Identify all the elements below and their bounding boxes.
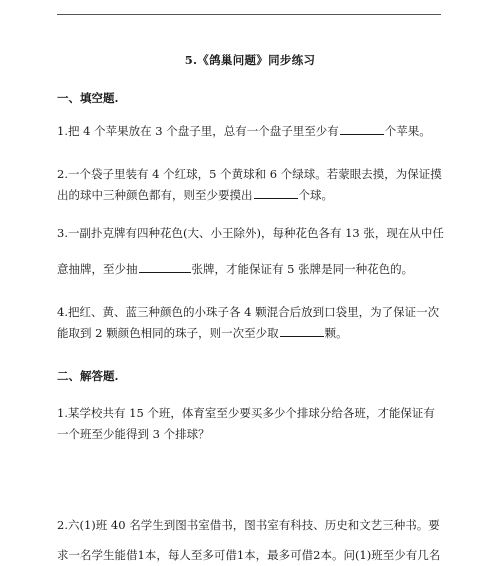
header-rule [57, 14, 441, 15]
question-4-line-1: 4.把红、黄、蓝三种颜色的小珠子各 4 颗混合后放到口袋里，为了保证一次 [57, 305, 440, 319]
problem-1-line-2: 一个班至少能得到 3 个排球？ [57, 427, 210, 441]
question-2-text-before: 出的球中三种颜色都有，则至少要摸出 [57, 188, 253, 202]
question-4-line-2 [57, 323, 447, 344]
question-4-text-after: 颗。 [324, 326, 348, 340]
problem-2-line-2: 求一名学生能借1本，每人至多可借1本，最多可借2本。问(1)班至少有几名 [57, 548, 441, 562]
question-1-text-before: 1.把 4 个苹果放在 3 个盘子里，总有一个盘子里至少有 [57, 124, 339, 138]
problem-1 [57, 403, 447, 445]
section-heading-fill-in: 一、填空题. [57, 91, 119, 105]
question-1-text-after: 个苹果。 [384, 124, 431, 138]
answer-blank [340, 122, 384, 135]
question-4 [57, 302, 447, 344]
question-3 [57, 223, 447, 244]
question-1 [57, 121, 447, 142]
section-heading-solve: 二、解答题. [57, 369, 119, 383]
answer-blank [139, 260, 191, 273]
question-2-line-1: 2.一个袋子里装有 4 个红球，5 个黄球和 6 个绿球。若蒙眼去摸，为保证摸 [57, 167, 442, 181]
answer-blank [280, 324, 324, 337]
question-3-continued [57, 259, 447, 280]
problem-2-line-1: 2.六(1)班 40 名学生到图书室借书，图书室有科技、历史和文艺三种书。要 [57, 518, 440, 532]
question-1-line [57, 121, 447, 142]
question-3-line-1: 3.一副扑克牌有四种花色(大、小王除外)，每种花色各有 13 张，现在从中任 [57, 226, 444, 240]
document-title: 5.《鸽巢问题》同步练习 [184, 53, 316, 67]
question-2-text-after: 个球。 [298, 188, 333, 202]
problem-2 [57, 515, 447, 566]
question-2-line-2 [57, 185, 447, 206]
problem-1-line-1: 1.某学校共有 15 个班，体育室至少要买多少个排球分给各班，才能保证有 [57, 406, 435, 420]
answer-blank [254, 186, 298, 199]
question-2 [57, 164, 447, 206]
question-3-line-2 [57, 259, 447, 280]
question-3-text-before: 意抽牌，至少抽 [57, 262, 138, 276]
question-3-text-after: 张牌，才能保证有 5 张牌是同一种花色的。 [191, 262, 414, 276]
question-4-text-before: 能取到 2 颗颜色相同的珠子，则一次至少取 [57, 326, 279, 340]
